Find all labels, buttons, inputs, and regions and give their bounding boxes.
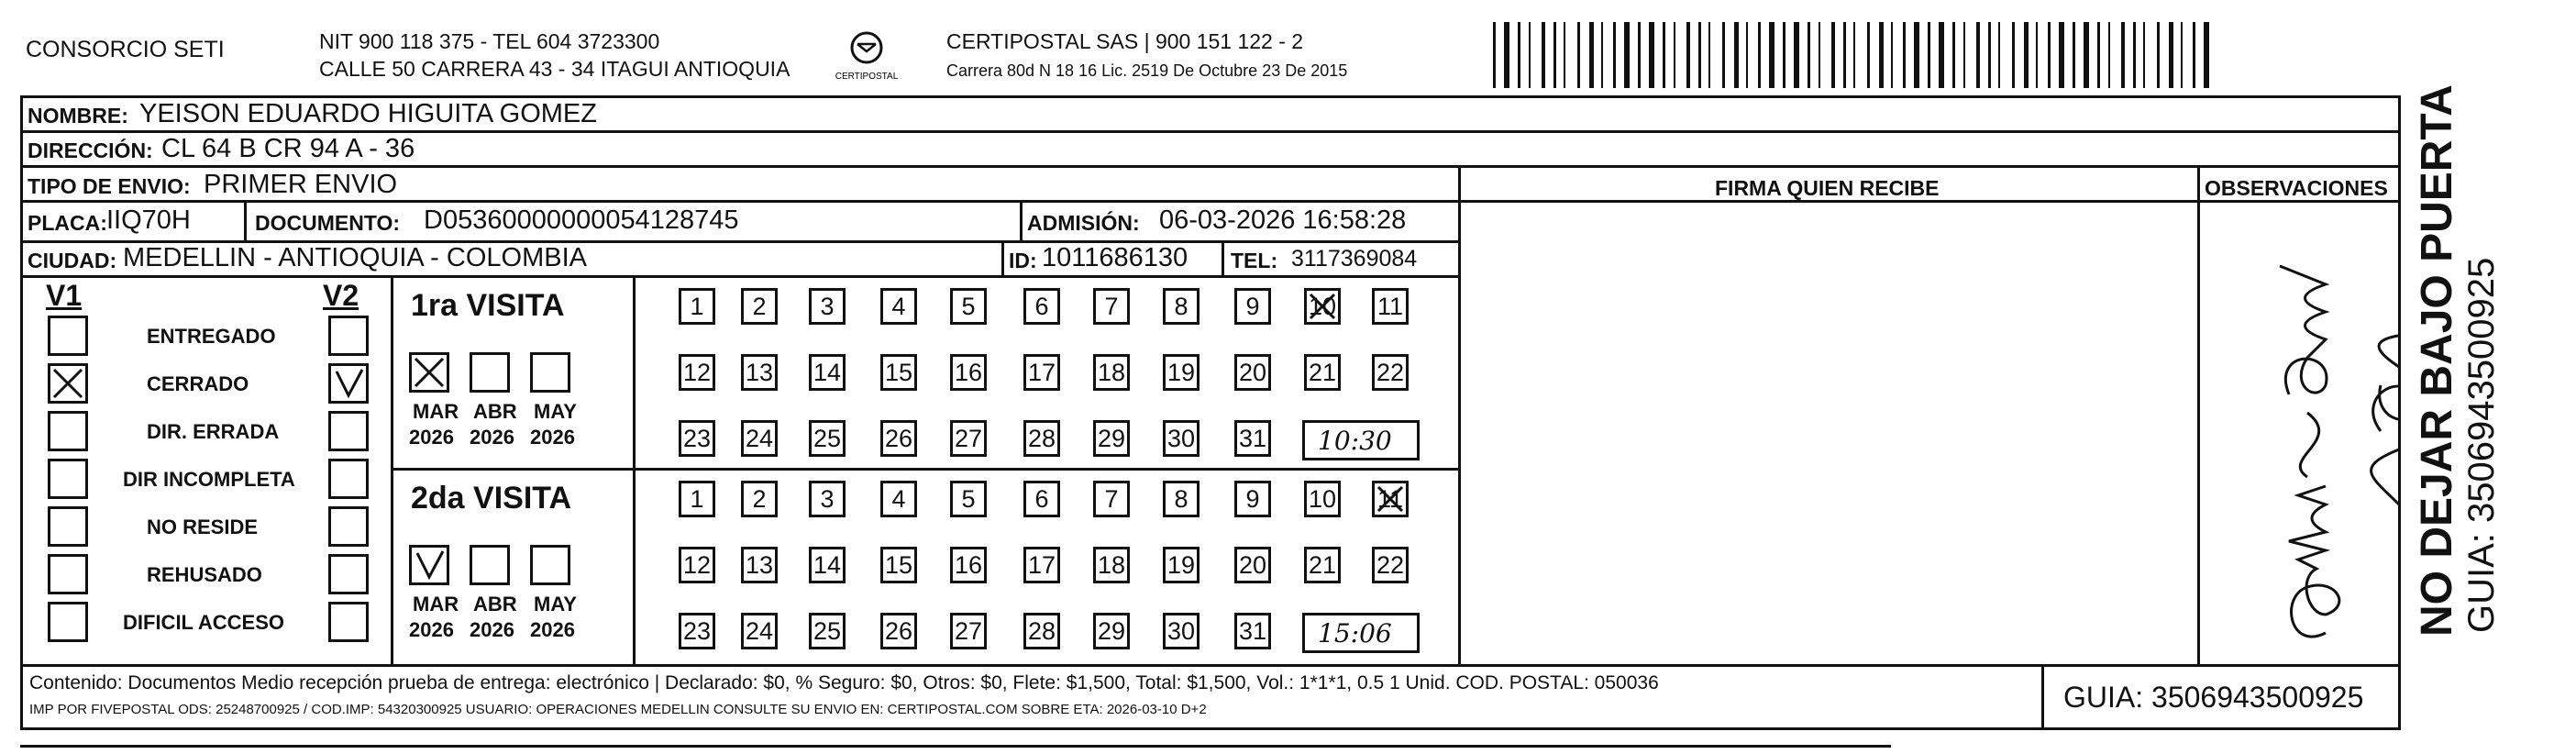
side-guia-block: [2463, 46, 2509, 633]
year-label: 2026: [470, 426, 514, 449]
day-box[interactable]: 15: [880, 354, 917, 391]
month-checkbox[interactable]: [409, 352, 449, 393]
tipo-envio-label: TIPO DE ENVIO:: [28, 174, 191, 198]
day-box[interactable]: 26: [880, 420, 917, 457]
month-label: MAY: [534, 400, 577, 423]
day-box[interactable]: 25: [809, 420, 846, 457]
v1-checkbox[interactable]: [48, 363, 88, 404]
day-box[interactable]: 21: [1304, 547, 1341, 583]
day-box[interactable]: 10: [1304, 288, 1341, 325]
day-box[interactable]: 4: [880, 288, 917, 325]
day-box[interactable]: 14: [809, 547, 846, 583]
nombre-label: NOMBRE:: [28, 104, 128, 128]
day-box[interactable]: 16: [950, 547, 987, 583]
placa-label: PLACA:: [28, 211, 107, 235]
month-label: ABR: [473, 400, 517, 423]
day-box[interactable]: 2: [741, 288, 778, 325]
day-box[interactable]: 24: [741, 613, 778, 649]
v2-checkbox[interactable]: [328, 602, 369, 642]
firma-label: FIRMA QUIEN RECIBE: [1715, 176, 1940, 200]
day-box[interactable]: 16: [950, 354, 987, 391]
direccion-label: DIRECCIÓN:: [28, 139, 153, 162]
day-box[interactable]: 21: [1304, 354, 1341, 391]
v1-checkbox[interactable]: [48, 411, 88, 451]
day-box[interactable]: 18: [1093, 354, 1130, 391]
status-label: DIFICIL ACCESO: [123, 611, 285, 634]
status-label: DIR INCOMPLETA: [123, 468, 295, 491]
day-box[interactable]: 6: [1023, 481, 1060, 517]
side-warning: NO DEJAR BAJO PUERTA: [2413, 84, 2461, 637]
day-box[interactable]: 28: [1023, 420, 1060, 457]
status-label: CERRADO: [147, 372, 249, 395]
nombre-value: YEISON EDUARDO HIGUITA GOMEZ: [139, 99, 597, 128]
license-line: Carrera 80d N 18 16 Lic. 2519 De Octubre 23 De 2015: [946, 61, 1348, 80]
day-box[interactable]: 23: [679, 420, 715, 457]
observaciones-label: OBSERVACIONES: [2205, 176, 2388, 200]
footer-guia: GUIA: 3506943500925: [2063, 681, 2364, 714]
day-box[interactable]: 12: [679, 547, 715, 583]
day-box[interactable]: 5: [950, 481, 987, 517]
signature: [2197, 202, 2399, 664]
day-box[interactable]: 17: [1023, 354, 1060, 391]
day-box[interactable]: 8: [1163, 288, 1200, 325]
v1-checkbox[interactable]: [48, 316, 88, 356]
visit-title: 1ra VISITA: [411, 288, 565, 323]
visit-time: 15:06: [1318, 618, 1392, 649]
footer-content-line: Contenido: Documentos Medio recepción prueba de entrega: electrónico | Declarado: $0, % Seguro: $0, Otros: $0, Flete: $1,500, Total: $1,500, Vol.: 1*1*1, 0.5 1 Unid. COD. POSTAL: 050036: [29, 672, 1659, 693]
day-box[interactable]: 9: [1234, 288, 1271, 325]
visit-title: 2da VISITA: [411, 481, 572, 516]
day-box[interactable]: 30: [1163, 613, 1200, 649]
day-box[interactable]: 25: [809, 613, 846, 649]
status-label: DIR. ERRADA: [147, 420, 280, 443]
day-box[interactable]: 13: [741, 354, 778, 391]
id-value: 1011686130: [1042, 243, 1188, 272]
day-box[interactable]: 19: [1163, 354, 1200, 391]
id-label: ID:: [1009, 249, 1037, 272]
v2-checkbox[interactable]: [328, 506, 369, 547]
v1-checkbox[interactable]: [48, 554, 88, 594]
day-box[interactable]: 24: [741, 420, 778, 457]
month-label: MAR: [413, 400, 459, 423]
day-box[interactable]: 18: [1093, 547, 1130, 583]
day-box[interactable]: 20: [1234, 354, 1271, 391]
barcode: [1493, 22, 2227, 88]
month-checkbox[interactable]: [409, 545, 449, 585]
day-box[interactable]: 22: [1372, 354, 1409, 391]
visit-time-box[interactable]: [1302, 420, 1420, 460]
day-box[interactable]: 29: [1093, 613, 1130, 649]
v2-checkbox[interactable]: [328, 554, 369, 594]
day-box[interactable]: 4: [880, 481, 917, 517]
visit-time: 10:30: [1318, 426, 1392, 456]
month-label: ABR: [473, 593, 517, 615]
day-box[interactable]: 7: [1093, 288, 1130, 325]
year-label: 2026: [409, 426, 454, 449]
status-label: ENTREGADO: [147, 325, 276, 348]
day-box[interactable]: 14: [809, 354, 846, 391]
month-label: MAY: [534, 593, 577, 615]
placa-value: IIQ70H: [106, 205, 191, 235]
ciudad-label: CIUDAD:: [28, 249, 117, 272]
address-line: CALLE 50 CARRERA 43 - 34 ITAGUI ANTIOQUIA: [319, 57, 790, 81]
day-box[interactable]: 20: [1234, 547, 1271, 583]
day-box[interactable]: 31: [1234, 420, 1271, 457]
side-guia: GUIA: 3506943500925: [2461, 257, 2502, 633]
company-name: CONSORCIO SETI: [26, 37, 225, 62]
nit-line: NIT 900 118 375 - TEL 604 3723300: [319, 29, 660, 53]
logo-text: CERTIPOSTAL: [835, 72, 899, 82]
status-label: NO RESIDE: [147, 516, 259, 538]
v1-label: V1: [46, 279, 83, 312]
tel-value: 3117369084: [1291, 246, 1418, 272]
day-box[interactable]: 31: [1234, 613, 1271, 649]
day-box[interactable]: 17: [1023, 547, 1060, 583]
ciudad-value: MEDELLIN - ANTIOQUIA - COLOMBIA: [123, 243, 587, 272]
year-label: 2026: [530, 618, 575, 641]
day-box[interactable]: 23: [679, 613, 715, 649]
admision-label: ADMISIÓN:: [1027, 211, 1140, 235]
month-checkbox[interactable]: [470, 352, 510, 393]
v2-checkbox[interactable]: [328, 459, 369, 499]
day-box[interactable]: 2: [741, 481, 778, 517]
admision-value: 06-03-2026 16:58:28: [1159, 205, 1407, 235]
footer-imp-line: IMP POR FIVEPOSTAL ODS: 25248700925 / COD.IMP: 54320300925 USUARIO: OPERACIONES MEDELLIN CONSULTE SU ENVIO EN: CERTIPOSTAL.COM SOBRE ETA: 2026-03-10 D+2: [29, 702, 1207, 717]
day-box[interactable]: 28: [1023, 613, 1060, 649]
month-label: MAR: [413, 593, 459, 615]
day-box[interactable]: 27: [950, 613, 987, 649]
v2-label: V2: [323, 279, 359, 312]
day-box[interactable]: 11: [1372, 481, 1409, 517]
day-box[interactable]: 13: [741, 547, 778, 583]
year-label: 2026: [409, 618, 454, 641]
day-box[interactable]: 29: [1093, 420, 1130, 457]
day-box[interactable]: 30: [1163, 420, 1200, 457]
certipostal-line: CERTIPOSTAL SAS | 900 151 122 - 2: [946, 29, 1304, 53]
month-checkbox[interactable]: [470, 545, 510, 585]
day-box[interactable]: 8: [1163, 481, 1200, 517]
day-box[interactable]: 1: [679, 481, 715, 517]
v1-checkbox[interactable]: [48, 602, 88, 642]
visit-time-box[interactable]: [1302, 613, 1420, 653]
day-box[interactable]: 3: [809, 288, 846, 325]
day-box[interactable]: 10: [1304, 481, 1341, 517]
status-label: REHUSADO: [147, 563, 262, 586]
day-box[interactable]: 9: [1234, 481, 1271, 517]
v2-checkbox[interactable]: [328, 363, 369, 404]
day-box[interactable]: 19: [1163, 547, 1200, 583]
v2-checkbox[interactable]: [328, 411, 369, 451]
documento-value: D05360000000054128745: [424, 205, 739, 235]
day-box[interactable]: 12: [679, 354, 715, 391]
certipostal-logo-icon: [830, 28, 903, 84]
day-box[interactable]: 5: [950, 288, 987, 325]
year-label: 2026: [470, 618, 514, 641]
day-box[interactable]: 6: [1023, 288, 1060, 325]
day-box[interactable]: 27: [950, 420, 987, 457]
day-box[interactable]: 1: [679, 288, 715, 325]
year-label: 2026: [530, 426, 575, 449]
day-box[interactable]: 11: [1372, 288, 1409, 325]
v1-checkbox[interactable]: [48, 459, 88, 499]
day-box[interactable]: 26: [880, 613, 917, 649]
direccion-value: CL 64 B CR 94 A - 36: [161, 134, 415, 163]
tipo-envio-value: PRIMER ENVIO: [204, 170, 398, 199]
v2-checkbox[interactable]: [328, 316, 369, 356]
day-box[interactable]: 22: [1372, 547, 1409, 583]
day-box[interactable]: 7: [1093, 481, 1130, 517]
month-checkbox[interactable]: [530, 352, 570, 393]
day-box[interactable]: 3: [809, 481, 846, 517]
tel-label: TEL:: [1231, 249, 1278, 272]
day-box[interactable]: 15: [880, 547, 917, 583]
month-checkbox[interactable]: [530, 545, 570, 585]
documento-label: DOCUMENTO:: [255, 211, 401, 235]
v1-checkbox[interactable]: [48, 506, 88, 547]
